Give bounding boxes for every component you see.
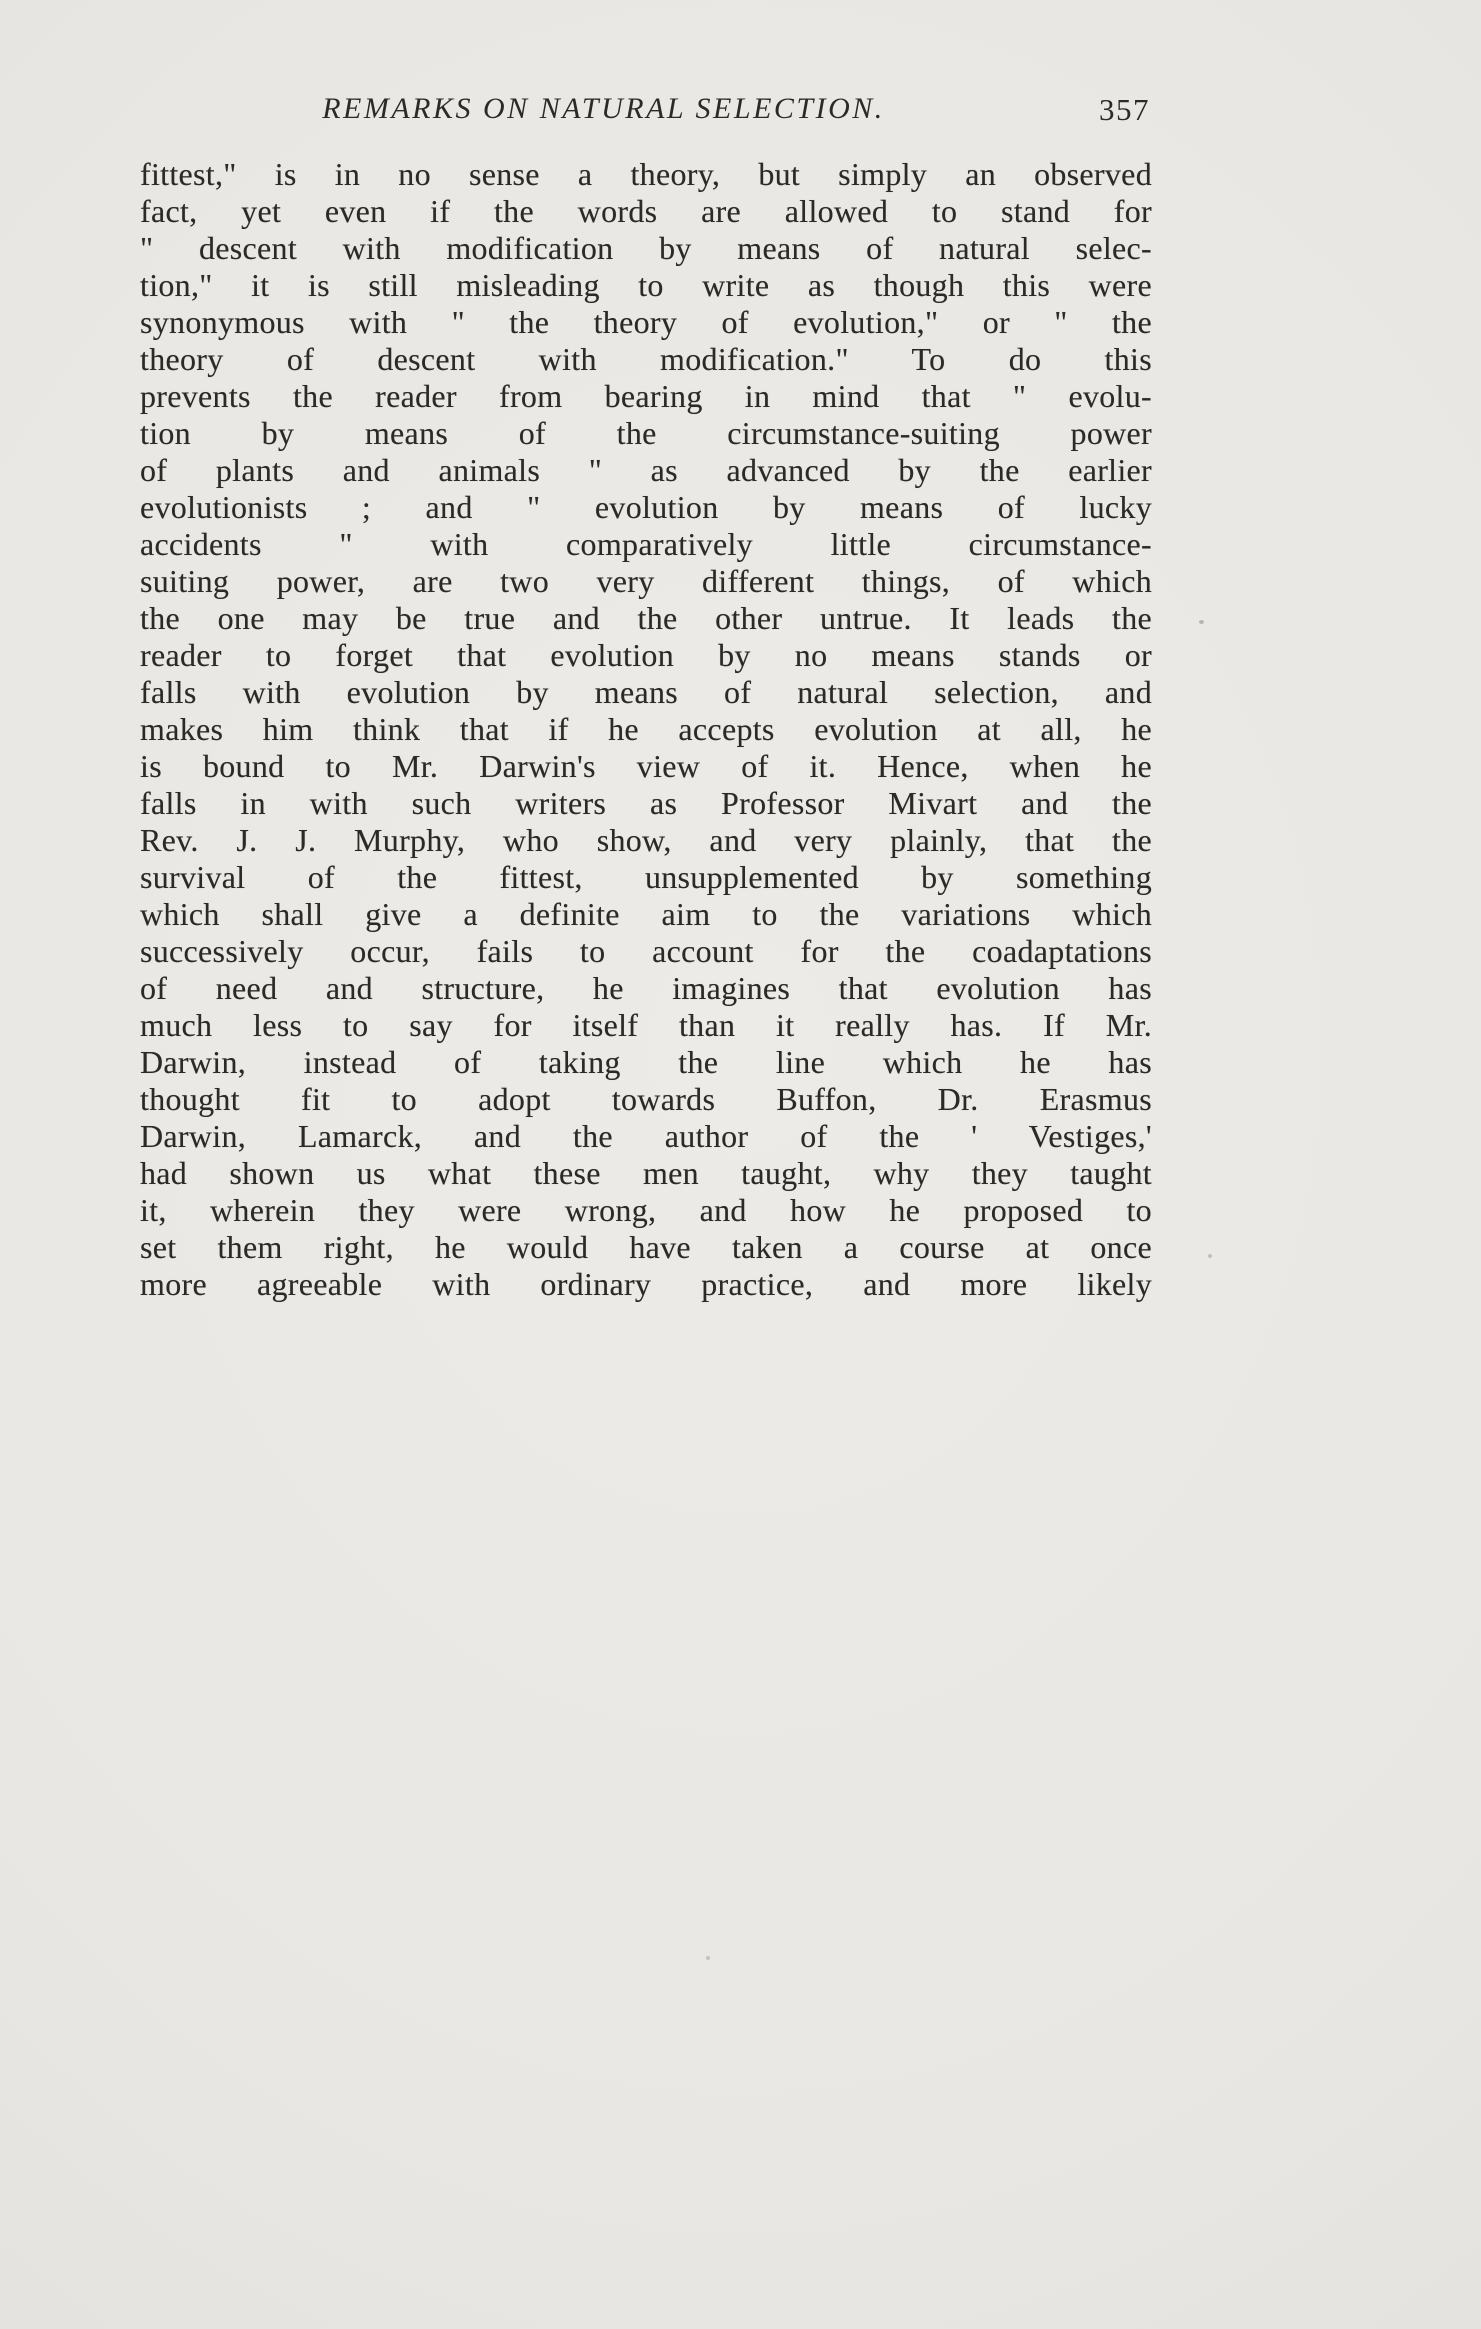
paragraph: [140, 156, 1152, 1303]
text-line: tion," it is still misleading to write as though this were: [140, 267, 1152, 303]
scan-speck: [706, 1956, 710, 1960]
text-line: falls with evolution by means of natural selection, and: [140, 674, 1152, 710]
text-line: fittest," is in no sense a theory, but simply an observed: [140, 156, 1152, 192]
text-line: Rev. J. J. Murphy, who show, and very plainly, that the: [140, 822, 1152, 858]
text-line: much less to say for itself than it really has. If Mr.: [140, 1007, 1152, 1043]
text-line: of need and structure, he imagines that evolution has: [140, 970, 1152, 1006]
text-line: accidents " with comparatively little circumstance-: [140, 526, 1152, 562]
text-line: set them right, he would have taken a course at once: [140, 1229, 1152, 1265]
text-line: makes him think that if he accepts evolution at all, he: [140, 711, 1152, 747]
text-line: suiting power, are two very different things, of which: [140, 563, 1152, 599]
text-line: theory of descent with modification." To do this: [140, 341, 1152, 377]
text-line: thought fit to adopt towards Buffon, Dr. Erasmus: [140, 1081, 1152, 1117]
text-line: " descent with modification by means of natural selec-: [140, 230, 1152, 266]
text-line: evolutionists ; and " evolution by means of lucky: [140, 489, 1152, 525]
text-line: Darwin, instead of taking the line which he has: [140, 1044, 1152, 1080]
text-line: is bound to Mr. Darwin's view of it. Hence, when he: [140, 748, 1152, 784]
text-line: tion by means of the circumstance-suiting power: [140, 415, 1152, 451]
scan-speck: [1199, 620, 1204, 624]
text-line: which shall give a definite aim to the variations which: [140, 896, 1152, 932]
text-line: synonymous with " the theory of evolution," or " the: [140, 304, 1152, 340]
scan-speck: [1208, 1254, 1212, 1258]
text-line: had shown us what these men taught, why they taught: [140, 1155, 1152, 1191]
text-line: more agreeable with ordinary practice, and more likely: [140, 1266, 1152, 1302]
text-line: it, wherein they were wrong, and how he proposed to: [140, 1192, 1152, 1228]
text-line: falls in with such writers as Professor Mivart and the: [140, 785, 1152, 821]
running-title: REMARKS ON NATURAL SELECTION.: [322, 92, 885, 125]
text-column: [140, 92, 1152, 1303]
text-line: of plants and animals " as advanced by the earlier: [140, 452, 1152, 488]
page-header: [140, 92, 1152, 132]
text-line: the one may be true and the other untrue. It leads the: [140, 600, 1152, 636]
text-line: fact, yet even if the words are allowed to stand for: [140, 193, 1152, 229]
text-line: Darwin, Lamarck, and the author of the ' Vestiges,': [140, 1118, 1152, 1154]
text-line: successively occur, fails to account for the coadaptations: [140, 933, 1152, 969]
text-line: prevents the reader from bearing in mind that " evolu-: [140, 378, 1152, 414]
text-line: reader to forget that evolution by no means stands or: [140, 637, 1152, 673]
page-number: 357: [1099, 92, 1150, 127]
text-line: survival of the fittest, unsupplemented by something: [140, 859, 1152, 895]
